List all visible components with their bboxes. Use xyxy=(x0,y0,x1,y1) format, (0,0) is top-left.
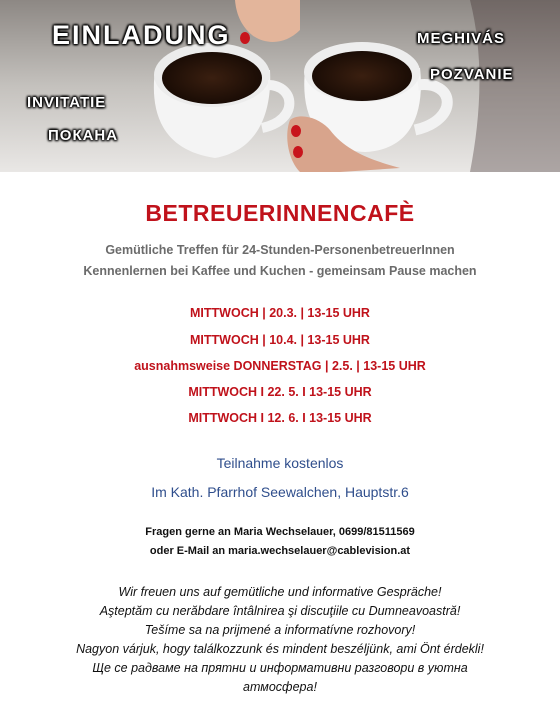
event-date: ausnahmsweise DONNERSTAG | 2.5. | 13-15 UHR xyxy=(134,359,426,373)
page-title: BETREUERINNENCAFÈ xyxy=(145,200,415,226)
banner-word-pozvanie: POZVANIE xyxy=(430,66,514,83)
closing-line-german: Wir freuen uns auf gemütliche und informative Gespräche! xyxy=(118,585,442,599)
participation-note: Teilnahme kostenlos xyxy=(216,455,344,471)
contact-line: Fragen gerne an Maria Wechselauer, 0699/81511569 xyxy=(145,526,415,538)
closing-message xyxy=(20,583,540,697)
banner-word-pokana: ПОКАНА xyxy=(48,127,119,144)
closing-line-hungarian: Nagyon várjuk, hogy találkozzunk és mindent beszéljünk, ami Önt érdekli! xyxy=(76,642,484,656)
subtitle-line: Gemütliche Treffen für 24-Stunden-PersonenbetreuerInnen xyxy=(105,243,455,257)
banner-word-einladung: EINLADUNG xyxy=(52,20,231,50)
banner-word-invitatie: INVITATIE xyxy=(27,94,107,111)
event-date: MITTWOCH I 22. 5. I 13-15 UHR xyxy=(188,385,372,399)
event-date: MITTWOCH I 12. 6. I 13-15 UHR xyxy=(188,411,372,425)
subtitle-line: Kennenlernen bei Kaffee und Kuchen - gemeinsam Pause machen xyxy=(83,264,477,278)
closing-line-bulgarian: Ще се радваме на прятни и информативни разговори в уютна xyxy=(92,661,468,675)
banner-word-meghivas: MEGHIVÁS xyxy=(417,30,506,47)
closing-line-romanian: Aşteptăm cu nerăbdare întâlnirea şi discuţiile cu Dumneavoastră! xyxy=(99,604,461,618)
contact-line: oder E-Mail an maria.wechselauer@cablevision.at xyxy=(149,545,411,557)
event-date: MITTWOCH | 10.4. | 13-15 UHR xyxy=(190,333,370,347)
closing-line-slovak: Tešíme sa na prijmené a informatívne rozhovory! xyxy=(144,623,416,637)
closing-line-bulgarian-end: атмосфера! xyxy=(243,680,317,694)
header-banner xyxy=(0,0,560,172)
event-date: MITTWOCH | 20.3. | 13-15 UHR xyxy=(190,306,370,320)
event-location: Im Kath. Pfarrhof Seewalchen, Hauptstr.6 xyxy=(151,484,409,500)
